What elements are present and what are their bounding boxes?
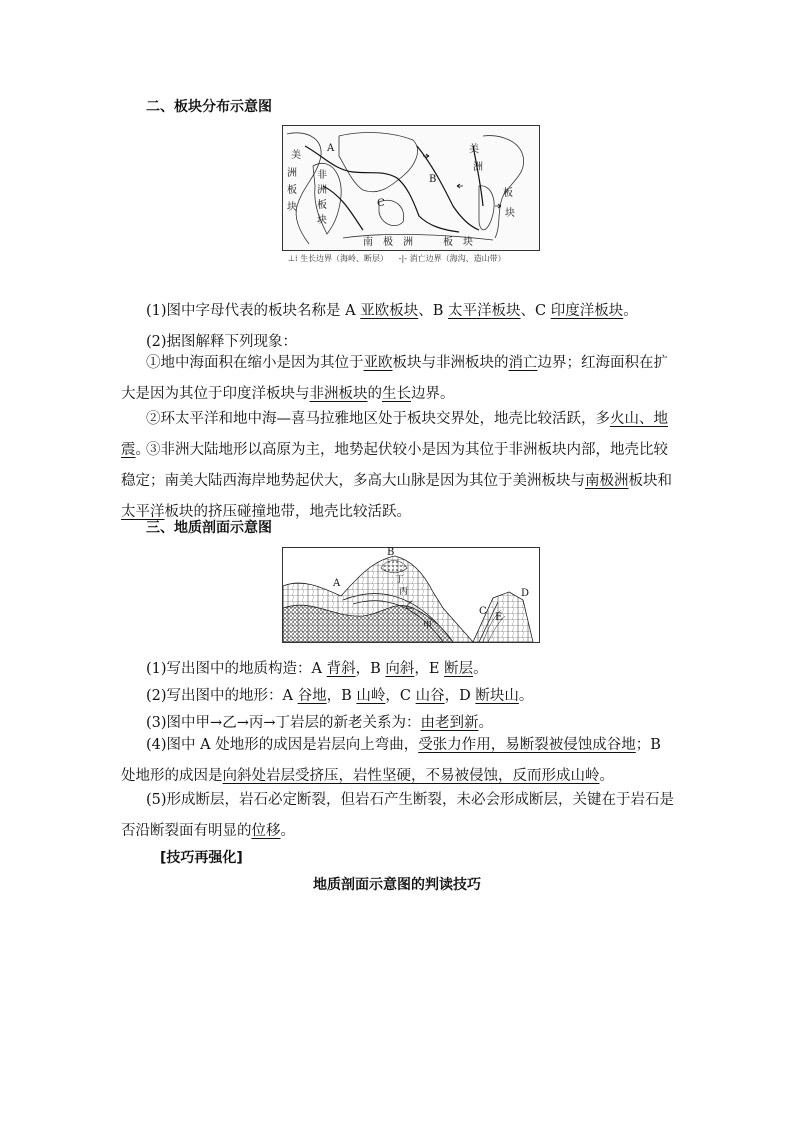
map-label-america-3: 洲 [473, 162, 483, 173]
q1-text-3: 、C [520, 303, 551, 319]
map-label-A: A [327, 143, 335, 154]
q3-5-end: 。 [280, 823, 295, 839]
p1-answer-1: 亚欧 [363, 355, 393, 371]
section-label-bing: 丙 [399, 587, 409, 597]
q3-1-text-3: ，E [414, 661, 445, 677]
q3-1-line [146, 657, 706, 678]
map-label-antarctica: 南 极 洲 板 块 [363, 237, 473, 248]
skills-title: 地质剖面示意图的判读技巧 [313, 877, 481, 893]
q3-2-text-4: ，D [444, 688, 476, 704]
q3-2-answer-a: 谷地 [297, 688, 327, 704]
section-heading-plate-map: 二、板块分布示意图 [146, 99, 272, 115]
q3-2-text-3: ，C [385, 688, 416, 704]
map-label-B: B [429, 174, 437, 185]
q3-5-text: (5)形成断层，岩石必定断裂，但岩石产生断裂，未必会形成断层，关键在于岩石是否沿断裂面有明显的 [121, 792, 675, 839]
map-legend [288, 253, 506, 264]
q3-1-text: (1)写出图中的地质构造：A [146, 661, 327, 677]
q1-text-2: 、B [418, 303, 448, 319]
q3-2-text-2: ，B [326, 688, 357, 704]
q3-2-line [146, 684, 706, 705]
map-label-africa-2: 洲 [317, 185, 327, 196]
legend-subduction-label: 消亡边界（海沟、造山带） [409, 254, 506, 263]
map-label-africa-1: 非 [317, 170, 327, 181]
map-label-america-2: 美 [469, 144, 479, 155]
geology-section-svg [283, 548, 539, 642]
map-label-C: C [377, 198, 385, 209]
section-label-E: E [495, 612, 503, 623]
p2-text: ②环太平洋和地中海—喜马拉雅地区处于板块交界处，地壳比较活跃，多 [146, 411, 610, 427]
q3-2-answer-d: 断块山 [475, 688, 519, 704]
p2-answer: 火山、地震 [121, 411, 668, 458]
q3-5-answer: 位移 [251, 823, 281, 839]
q2-1-line [146, 299, 706, 320]
answer-b: 太平洋板块 [448, 303, 521, 319]
growth-boundary-icon: ⊥⁞ [288, 254, 301, 263]
q1-end: 。 [623, 303, 638, 319]
section-label-D: D [521, 588, 530, 599]
q3-1-text-2: ，B [355, 661, 386, 677]
section-label-ding: 丁 [395, 575, 405, 585]
q2-2-line: (2)据图解释下列现象： [146, 334, 298, 350]
p1-text: ①地中海面积在缩小是因为其位于 [146, 355, 364, 371]
subduction-boundary-icon: -|- [398, 254, 410, 263]
q3-1-answer-e: 断层 [444, 661, 474, 677]
q3-3-end: 。 [478, 715, 493, 731]
q3-4-text-2: ；B 处地形的成因是 [121, 737, 661, 784]
map-label-plate-char: 板 [287, 185, 297, 196]
p3-text-2: 板块和 [628, 473, 672, 489]
q3-4-text: (4)图中 A 处地形的成因是岩层向上弯曲， [146, 737, 419, 753]
map-label-america-5: 块 [505, 208, 515, 219]
p1-text-5: 边界。 [411, 386, 455, 402]
q3-1-answer-b: 向斜 [385, 661, 415, 677]
p3-text-3: 板块的挤压碰撞地带，地壳比较活跃。 [164, 504, 411, 520]
section-label-C: C [479, 606, 487, 617]
q3-3-text: (3)图中甲→乙→丙→丁岩层的新老关系为： [146, 715, 421, 731]
q3-4-end: 。 [599, 768, 614, 784]
p1-answer-4: 生长 [382, 386, 411, 402]
map-label-asia-char: 洲 [287, 168, 297, 179]
q3-2-answer-c: 山谷 [415, 688, 445, 704]
p1-text-2: 板块与非洲板块的 [392, 355, 509, 371]
paragraph-1 [121, 348, 676, 410]
section-heading-geology: 三、地质剖面示意图 [146, 520, 272, 536]
q3-4-paragraph [121, 730, 676, 792]
p1-text-4: 的 [367, 386, 382, 402]
p1-answer-2: 消亡 [508, 355, 538, 371]
q3-5-paragraph [121, 785, 676, 847]
q3-1-end: 。 [473, 661, 488, 677]
map-label-block-char: 块 [287, 202, 297, 213]
p2-end: 。 [135, 442, 150, 458]
map-label-america-1: 美 [291, 150, 301, 161]
p3-text: ③非洲大陆地形以高原为主，地势起伏较小是因为其位于非洲板块内部，地壳比较稳定；南美大陆西海岸地势起伏大，多高大山脉是因为其位于美洲板块与 [121, 442, 668, 489]
q3-4-answer-2: 向斜处岩层受挤压，岩性坚硬，不易被侵蚀，反而形成山岭 [222, 768, 600, 784]
q3-3-answer: 由老到新 [420, 715, 479, 731]
map-label-africa-4: 块 [317, 215, 327, 226]
p3-answer-2: 太平洋 [121, 504, 165, 520]
q3-3-line [146, 711, 706, 732]
paragraph-3 [121, 435, 676, 528]
q3-2-text: (2)写出图中的地形：A [146, 688, 298, 704]
section-label-A: A [333, 578, 341, 589]
geology-section-figure [282, 547, 540, 643]
q1-text: (1)图中字母代表的板块名称是 A [146, 303, 361, 319]
p1-text-3: 边界；红海面积在扩大是因为其位于印度洋板块与 [121, 355, 668, 402]
q3-2-answer-b: 山岭 [356, 688, 386, 704]
section-label-jia: 甲 [423, 621, 433, 631]
skills-bracket-heading: [技巧再强化] [160, 850, 243, 866]
answer-a: 亚欧板块 [360, 303, 419, 319]
map-label-africa-3: 板 [317, 200, 327, 211]
answer-c: 印度洋板块 [550, 303, 624, 319]
p1-answer-3: 非洲板块 [309, 386, 368, 402]
section-label-B: B [387, 547, 395, 558]
q3-4-answer-1: 受张力作用，易断裂被侵蚀成谷地 [418, 737, 636, 753]
p3-answer-1: 南极洲 [585, 473, 629, 489]
section-label-yi: 乙 [405, 601, 415, 611]
q3-1-answer-a: 背斜 [326, 661, 356, 677]
map-label-america-4: 板 [503, 188, 513, 199]
plate-map-figure [282, 125, 540, 251]
q3-2-end: 。 [518, 688, 534, 704]
legend-growth-label: 生长边界（海岭、断层） [300, 254, 389, 263]
